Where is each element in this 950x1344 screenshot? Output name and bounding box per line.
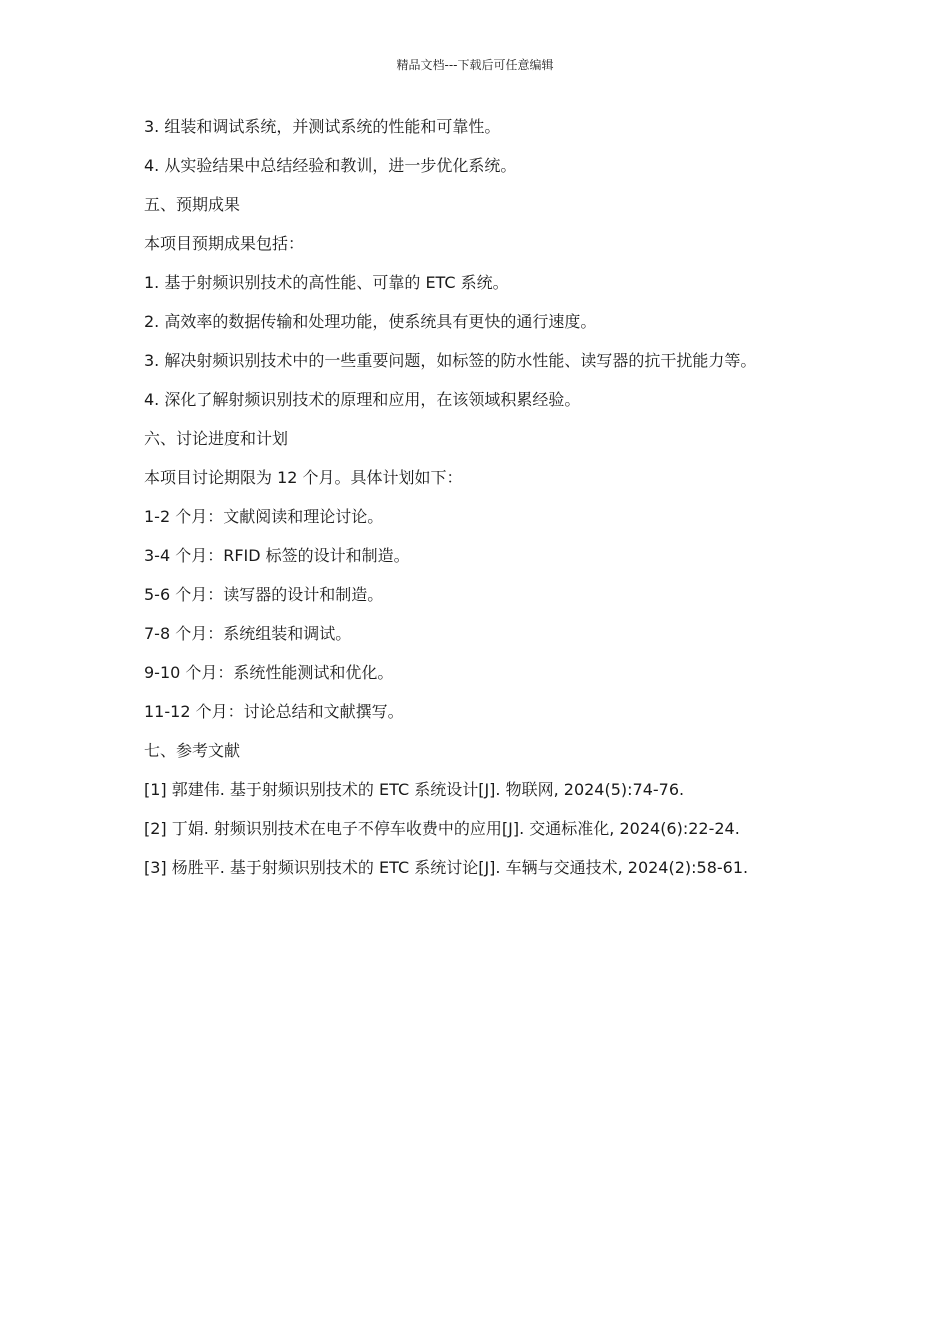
expected-result-2: 2. 高效率的数据传输和处理功能，使系统具有更快的通行速度。 bbox=[144, 312, 597, 331]
section-heading-expected-results: 五、预期成果 bbox=[144, 195, 241, 214]
schedule-intro: 本项目讨论期限为 12 个月。具体计划如下： bbox=[144, 468, 463, 487]
document-body bbox=[144, 116, 844, 896]
schedule-item-5: 9-10 个月：系统性能测试和优化。 bbox=[144, 663, 394, 682]
section-heading-references: 七、参考文献 bbox=[144, 741, 241, 760]
schedule-item-1: 1-2 个月：文献阅读和理论讨论。 bbox=[144, 507, 384, 526]
schedule-item-3: 5-6 个月：读写器的设计和制造。 bbox=[144, 585, 384, 604]
reference-1: [1] 郭建伟. 基于射频识别技术的 ETC 系统设计[J]. 物联网, 2024(5):74-76. bbox=[144, 780, 685, 799]
step-4-line: 4. 从实验结果中总结经验和教训，进一步优化系统。 bbox=[144, 156, 517, 175]
expected-result-3: 3. 解决射频识别技术中的一些重要问题，如标签的防水性能、读写器的抗干扰能力等。 bbox=[144, 351, 757, 370]
schedule-item-2: 3-4 个月：RFID 标签的设计和制造。 bbox=[144, 546, 410, 565]
expected-result-4: 4. 深化了解射频识别技术的原理和应用，在该领域积累经验。 bbox=[144, 390, 581, 409]
step-3-line: 3. 组装和调试系统，并测试系统的性能和可靠性。 bbox=[144, 117, 501, 136]
expected-result-1: 1. 基于射频识别技术的高性能、可靠的 ETC 系统。 bbox=[144, 273, 509, 292]
reference-3: [3] 杨胜平. 基于射频识别技术的 ETC 系统讨论[J]. 车辆与交通技术, 2024(2):58-61. bbox=[144, 858, 749, 877]
page-header: 精品文档---下载后可任意编辑 bbox=[396, 58, 554, 72]
schedule-item-6: 11-12 个月：讨论总结和文献撰写。 bbox=[144, 702, 404, 721]
schedule-item-4: 7-8 个月：系统组装和调试。 bbox=[144, 624, 352, 643]
expected-results-intro: 本项目预期成果包括： bbox=[144, 234, 305, 253]
section-heading-schedule: 六、讨论进度和计划 bbox=[144, 429, 289, 448]
reference-2: [2] 丁娟. 射频识别技术在电子不停车收费中的应用[J]. 交通标准化, 2024(6):22-24. bbox=[144, 819, 740, 838]
